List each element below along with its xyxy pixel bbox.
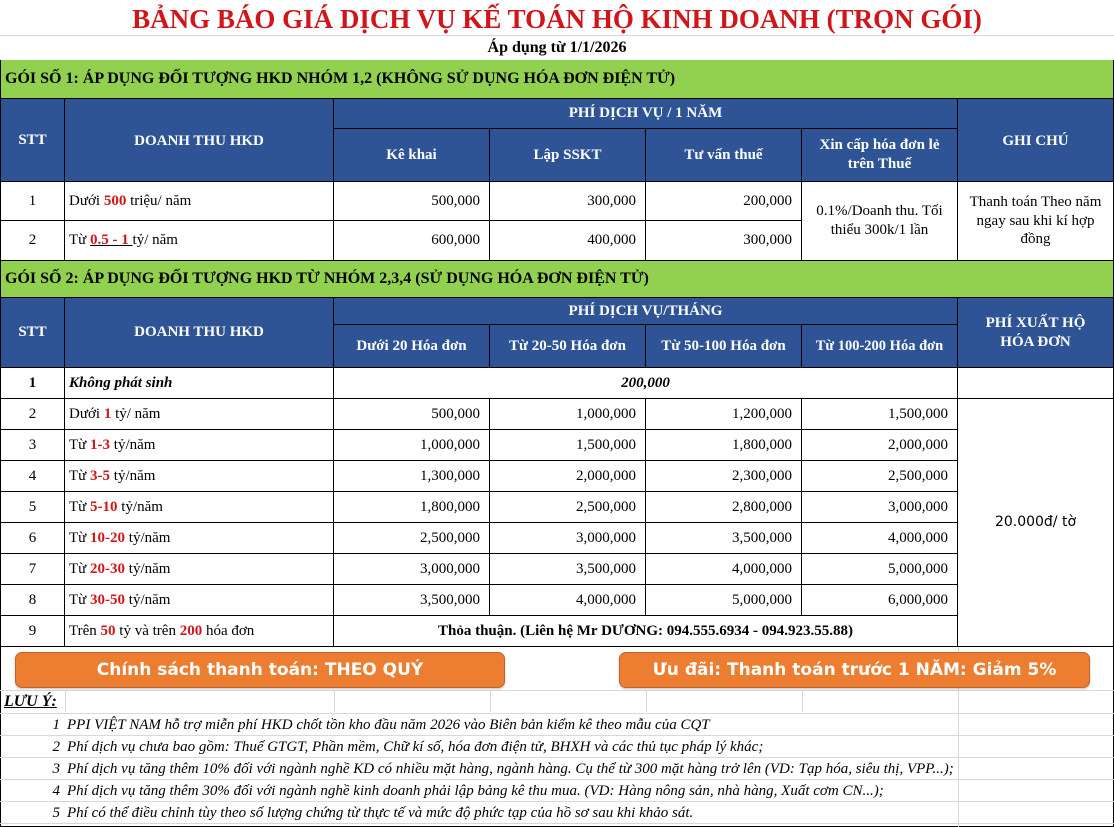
p1-row2-declare	[334, 221, 490, 261]
p2-row-price-t3	[646, 430, 802, 461]
revenue-prefix: Dưới	[69, 405, 104, 422]
p2-row-revenue	[65, 430, 334, 461]
price-value: 5,000,000	[888, 560, 948, 577]
price-value: 6,000,000	[888, 591, 948, 608]
revenue-suffix: tỷ/năm	[125, 529, 171, 546]
p2-col-tier4-label: Từ 100-200 Hóa đơn	[815, 337, 944, 354]
p2-col-tier2-label: Từ 20-50 Hóa đơn	[509, 337, 626, 354]
revenue-prefix: Từ	[69, 232, 91, 249]
p2-row9-value	[334, 616, 958, 647]
price-value: 4,000,000	[576, 591, 636, 608]
price-value: 400,000	[587, 232, 636, 249]
p1-col-stt	[0, 99, 65, 182]
price-value: 1,000,000	[576, 405, 636, 422]
revenue-mid: tỷ và trên	[115, 622, 180, 639]
price-value: 1,300,000	[420, 467, 480, 484]
p2-row-price-t2	[490, 461, 646, 492]
p1-single-invoice-value	[802, 182, 958, 261]
p2-row-price-t4	[802, 461, 958, 492]
revenue-highlight: 0.5 - 1	[90, 232, 133, 249]
p2-row-stt	[0, 585, 65, 616]
p2-invoice-fee-value	[958, 399, 1114, 647]
p1-col-books	[490, 129, 646, 182]
revenue-suffix: tỷ/năm	[125, 560, 171, 577]
price-value: 3,500,000	[420, 591, 480, 608]
stt-value: 8	[28, 591, 37, 608]
notes-heading-text: LƯU Ý:	[4, 693, 57, 710]
p2-col-stt-label: STT	[18, 324, 47, 341]
p1-row2-revenue	[65, 221, 334, 261]
package1-banner	[0, 60, 1114, 99]
p1-col-note-label: GHI CHÚ	[1002, 133, 1069, 149]
stt-value: 1	[28, 192, 37, 209]
p2-row-stt	[0, 523, 65, 554]
note-item	[0, 736, 1114, 758]
p2-row-revenue	[65, 461, 334, 492]
p1-col-declare-label: Kê khai	[386, 146, 437, 163]
revenue-prefix: Từ	[69, 560, 91, 577]
price-value: 2,800,000	[732, 498, 792, 515]
note-number: 2	[52, 739, 60, 755]
revenue-suffix: tỷ/năm	[110, 467, 156, 484]
p2-col-fee-group-label: PHÍ DỊCH VỤ/THÁNG	[568, 302, 723, 319]
p2-row-price-t1	[334, 399, 490, 430]
stt-value: 7	[28, 560, 37, 577]
p2-col-tier3	[646, 325, 802, 368]
price-value: 3,000,000	[888, 498, 948, 515]
note-item	[0, 758, 1114, 780]
stt-value: 6	[28, 529, 37, 546]
p2-col-revenue	[65, 298, 334, 368]
p2-row-price-t4	[802, 523, 958, 554]
price-value: 300,000	[587, 192, 636, 209]
p1-col-note	[958, 99, 1114, 182]
p1-row2-books	[490, 221, 646, 261]
price-value: 300,000	[743, 232, 792, 249]
note-number: 4	[52, 783, 60, 799]
note-text: Phí dịch vụ tăng thêm 10% đối với ngành nghề KD có nhiều mặt hàng, ngành hàng. Cụ thể từ 300 mặt hàng trở lên (VD: Tạp hóa, siêu thị, VPP...);	[67, 761, 954, 777]
p2-row-price-t4	[802, 554, 958, 585]
price-value: 2,500,000	[576, 498, 636, 515]
p2-row-revenue	[65, 492, 334, 523]
p2-row-price-t3	[646, 554, 802, 585]
revenue-prefix: Dưới	[69, 192, 104, 209]
p1-col-revenue-label: DOANH THU HKD	[134, 133, 264, 149]
stt-value: 4	[28, 467, 37, 484]
p2-row-price-t2	[490, 523, 646, 554]
note-text: Phí có thể điều chỉnh tùy theo số lượng chứng từ thực tế và mức độ phức tạp của hồ sơ sau khi khảo sát.	[67, 805, 694, 821]
note-text: Phí dịch vụ chưa bao gồm: Thuế GTGT, Phần mềm, Chữ kí số, hóa đơn điện tử, BHXH và các thủ tục pháp lý khác;	[67, 739, 764, 755]
price-value: 4,000,000	[732, 560, 792, 577]
p2-row-price-t3	[646, 399, 802, 430]
p2-row-price-t1	[334, 585, 490, 616]
p2-row-price-t4	[802, 430, 958, 461]
revenue-highlight: 30-50	[90, 591, 126, 608]
p2-row-price-t1	[334, 461, 490, 492]
p1-row1-books	[490, 182, 646, 221]
package2-banner	[0, 261, 1114, 298]
price-value: 2,500,000	[888, 467, 948, 484]
p2-row-price-t4	[802, 585, 958, 616]
price-value: 4,000,000	[888, 529, 948, 546]
gridline	[802, 690, 803, 712]
stt-value: 2	[28, 405, 37, 422]
price-value: 3,000,000	[576, 529, 636, 546]
p1-col-single-invoice-label: Xin cấp hóa đơn lẻ trên Thuế	[819, 137, 940, 172]
discount-text: Ưu đãi: Thanh toán trước 1 NĂM: Giảm 5%	[652, 660, 1057, 680]
note-text: PPI VIỆT NAM hỗ trợ miễn phí HKD chốt tồn kho đầu năm 2026 vào Biên bản kiểm kê theo mẫu của CQT	[67, 717, 710, 733]
notes-heading	[4, 691, 57, 713]
p2-row9-stt	[0, 616, 65, 647]
revenue-highlight: 1-3	[90, 436, 111, 453]
p1-col-stt-label: STT	[18, 131, 47, 148]
revenue-highlight: 50	[100, 622, 116, 639]
revenue-suffix: triệu/ năm	[126, 192, 192, 209]
p1-col-revenue	[65, 99, 334, 182]
p1-row1-stt	[0, 182, 65, 221]
p2-col-tier4	[802, 325, 958, 368]
revenue-label: Không phát sinh	[69, 374, 173, 391]
price-value: 3,000,000	[420, 560, 480, 577]
p2-row-price-t4	[802, 399, 958, 430]
p2-col-invoice-fee	[958, 298, 1114, 368]
revenue-suffix: tỷ/năm	[110, 436, 156, 453]
gridline	[490, 690, 491, 712]
p2-row-price-t3	[646, 523, 802, 554]
note-text: Phí dịch vụ tăng thêm 30% đối với ngành nghề kinh doanh phải lập bảng kê thu mua. (VD: Hàng nông sản, nhà hàng, Xuất cơm CN...);	[67, 783, 884, 799]
price-value: 500,000	[431, 405, 480, 422]
stt-value: 9	[28, 622, 37, 639]
revenue-prefix: Từ	[69, 529, 91, 546]
price-value: 2,000,000	[576, 467, 636, 484]
revenue-suffix: tỷ/ năm	[132, 232, 178, 249]
gridline	[646, 690, 647, 712]
stt-value: 5	[28, 498, 37, 515]
stt-value: 2	[28, 232, 37, 249]
p1-col-fee-group	[334, 99, 958, 129]
p2-row1-invoice-fee	[958, 368, 1114, 399]
price-value: 1,800,000	[732, 436, 792, 453]
p1-col-books-label: Lập SSKT	[533, 146, 602, 163]
price-value: 2,300,000	[732, 467, 792, 484]
p1-row1-revenue	[65, 182, 334, 221]
p2-col-invoice-fee-label: PHÍ XUẤT HỘ HÓA ĐƠN	[985, 314, 1086, 350]
p2-col-fee-group	[334, 298, 958, 325]
price-value: 600,000	[431, 232, 480, 249]
stt-value: 3	[28, 436, 37, 453]
discount-banner	[619, 652, 1090, 688]
revenue-suffix: tỷ/năm	[125, 591, 171, 608]
revenue-highlight: 500	[103, 192, 127, 209]
revenue-highlight: 5-10	[90, 498, 118, 515]
p2-row-price-t2	[490, 399, 646, 430]
price-value: 1,500,000	[888, 405, 948, 422]
revenue-highlight: 20-30	[90, 560, 126, 577]
p2-row-price-t3	[646, 492, 802, 523]
note-number: 5	[52, 805, 60, 821]
p2-row1-revenue	[65, 368, 334, 399]
p2-row1-value	[334, 368, 958, 399]
revenue-suffix: hóa đơn	[202, 622, 255, 639]
p2-row-price-t2	[490, 585, 646, 616]
price-value: 3,500,000	[576, 560, 636, 577]
p1-row2-stt	[0, 221, 65, 261]
revenue-prefix: Từ	[69, 591, 91, 608]
page-title: BẢNG BÁO GIÁ DỊCH VỤ KẾ TOÁN HỘ KINH DOANH (TRỌN GÓI)	[0, 0, 1114, 36]
p1-col-single-invoice	[802, 129, 958, 182]
price-value: 500,000	[431, 192, 480, 209]
p2-row-stt	[0, 554, 65, 585]
price-value: 5,000,000	[732, 591, 792, 608]
note-text: Thanh toán Theo năm ngay sau khi kí hợp đồng	[969, 193, 1102, 248]
gridline	[65, 690, 66, 712]
p2-row-stt	[0, 492, 65, 523]
p2-row-revenue	[65, 585, 334, 616]
price-value: 200,000	[743, 192, 792, 209]
invoice-fee-text: 20.000đ/ tờ	[994, 513, 1077, 530]
price-value: 1,800,000	[420, 498, 480, 515]
p2-row-price-t3	[646, 585, 802, 616]
package1-banner-text: GÓI SỐ 1: ÁP DỤNG ĐỐI TƯỢNG HKD NHÓM 1,2 (KHÔNG SỬ DỤNG HÓA ĐƠN ĐIỆN TỬ)	[5, 70, 676, 87]
p1-note-value	[958, 182, 1114, 261]
p2-row-price-t1	[334, 523, 490, 554]
p2-col-stt	[0, 298, 65, 368]
p1-col-tax-advice-label: Tư vấn thuế	[684, 146, 763, 163]
revenue-highlight: 3-5	[90, 467, 111, 484]
note-item	[0, 780, 1114, 802]
p2-col-tier1-label: Dưới 20 Hóa đơn	[356, 337, 467, 354]
price-value: 200,000	[621, 374, 670, 391]
note-number: 1	[52, 717, 60, 733]
revenue-highlight: 200	[179, 622, 203, 639]
effective-date: Áp dụng từ 1/1/2026	[487, 39, 627, 56]
p1-row1-declare	[334, 182, 490, 221]
p1-row2-tax-advice	[646, 221, 802, 261]
p2-row-price-t1	[334, 492, 490, 523]
revenue-prefix: Từ	[69, 436, 91, 453]
price-value: 1,000,000	[420, 436, 480, 453]
single-invoice-text: 0.1%/Doanh thu. Tối thiểu 300k/1 lần	[816, 203, 943, 238]
revenue-highlight: 10-20	[90, 529, 126, 546]
p2-row-price-t3	[646, 461, 802, 492]
p1-col-fee-group-label: PHÍ DỊCH VỤ / 1 NĂM	[568, 105, 723, 122]
p2-col-tier3-label: Từ 50-100 Hóa đơn	[661, 337, 786, 354]
p2-row-price-t1	[334, 430, 490, 461]
note-item	[0, 802, 1114, 824]
p2-col-tier1	[334, 325, 490, 368]
revenue-suffix: tỷ/năm	[117, 498, 163, 515]
p2-row-price-t2	[490, 554, 646, 585]
revenue-highlight: 1	[103, 405, 112, 422]
payment-policy-banner	[15, 652, 505, 688]
p2-row-revenue	[65, 554, 334, 585]
note-number: 3	[52, 761, 60, 777]
p2-col-tier2	[490, 325, 646, 368]
revenue-prefix: Từ	[69, 467, 91, 484]
note-item	[0, 714, 1114, 736]
stt-value: 1	[28, 374, 37, 391]
price-value: 3,500,000	[732, 529, 792, 546]
gridline	[0, 690, 1114, 691]
revenue-prefix: Từ	[69, 498, 91, 515]
gridline	[334, 690, 335, 712]
package2-banner-text: GÓI SỐ 2: ÁP DỤNG ĐỐI TƯỢNG HKD TỪ NHÓM 2,3,4 (SỬ DỤNG HÓA ĐƠN ĐIỆN TỬ)	[5, 270, 649, 287]
p2-row-price-t2	[490, 430, 646, 461]
price-value: 1,200,000	[732, 405, 792, 422]
price-value: 2,500,000	[420, 529, 480, 546]
payment-policy-text: Chính sách thanh toán: THEO QUÝ	[96, 660, 424, 680]
p2-row9-revenue	[65, 616, 334, 647]
negotiation-text: Thỏa thuận. (Liên hệ Mr DƯƠNG: 094.555.6934 - 094.923.55.88)	[437, 622, 853, 639]
p2-row-stt	[0, 430, 65, 461]
price-value: 2,000,000	[888, 436, 948, 453]
price-value: 1,500,000	[576, 436, 636, 453]
p1-row1-tax-advice	[646, 182, 802, 221]
p2-row1-stt	[0, 368, 65, 399]
p2-row-stt	[0, 461, 65, 492]
p2-row-stt	[0, 399, 65, 430]
p1-col-tax-advice	[646, 129, 802, 182]
revenue-suffix: tỷ/ năm	[111, 405, 161, 422]
p2-row-price-t2	[490, 492, 646, 523]
revenue-prefix: Trên	[69, 622, 101, 639]
p2-row-price-t4	[802, 492, 958, 523]
p2-col-revenue-label: DOANH THU HKD	[134, 324, 264, 341]
p2-row-revenue	[65, 399, 334, 430]
p1-col-declare	[334, 129, 490, 182]
p2-row-revenue	[65, 523, 334, 554]
p2-row-price-t1	[334, 554, 490, 585]
